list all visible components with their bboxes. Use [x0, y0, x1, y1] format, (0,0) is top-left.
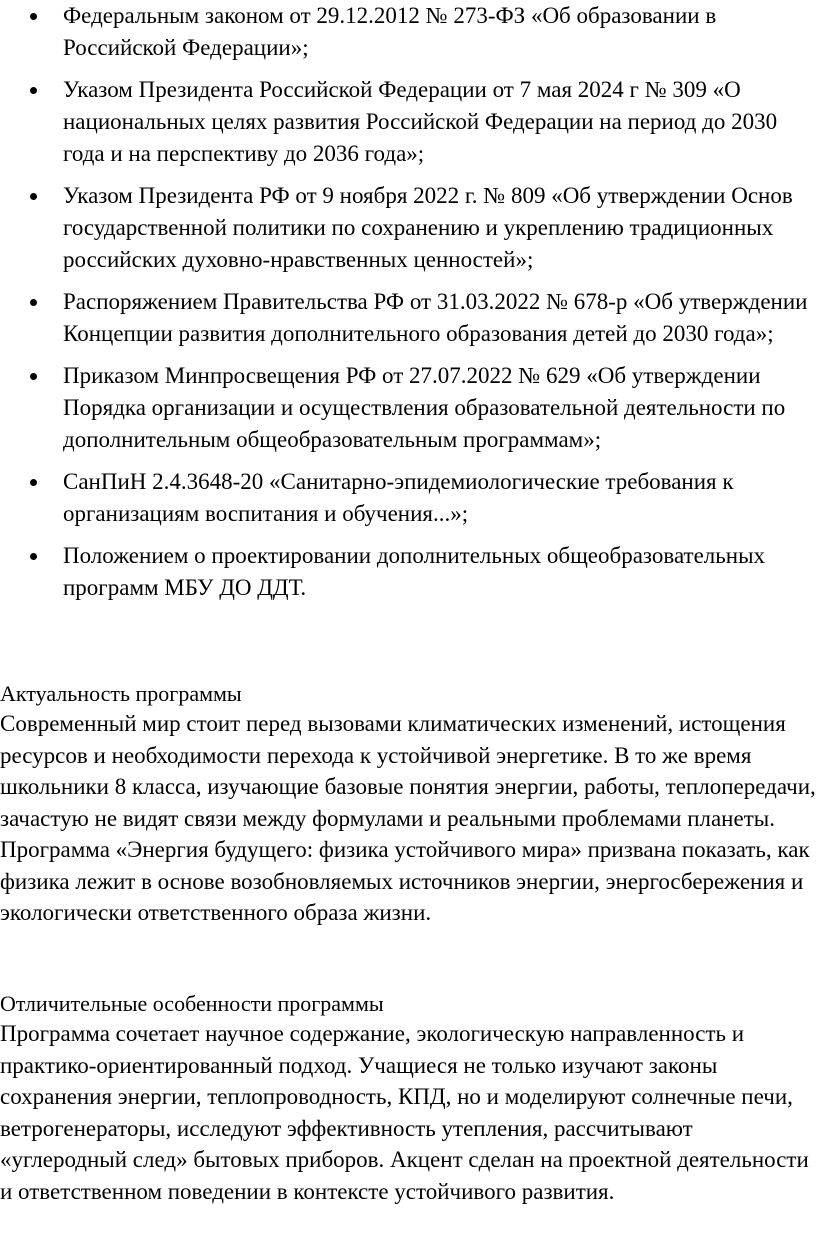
list-item	[0, 466, 816, 530]
bullet-icon	[30, 479, 37, 486]
list-item-text: СанПиН 2.4.3648-20 «Санитарно-эпидемиологические требования к организациям воспитания и обучения...»;	[63, 469, 734, 526]
bullet-icon	[30, 553, 37, 560]
list-item-text: Указом Президента РФ от 9 ноября 2022 г. № 809 «Об утверждении Основ государственной политики по сохранению и укреплению традиционных российских духовно-нравственных ценностей»;	[63, 183, 793, 272]
features-paragraph: Программа сочетает научное содержание, экологическую направленность и практико-ориентированный подход. Учащиеся не только изучают законы сохранения энергии, теплопроводность, КПД, но и моделируют солнечные печи, ветрогенераторы, исследуют эффективность утепления, рассчитывают «углеродный след» бытовых приборов. Акцент сделан на проектной деятельности и ответственном поведении в контексте устойчивого развития.	[0, 1021, 809, 1204]
bullet-icon	[30, 13, 37, 20]
list-item	[0, 360, 816, 456]
list-item-text: Указом Президента Российской Федерации от 7 мая 2024 г № 309 «О национальных целях развития Российской Федерации на период до 2030 года и на перспективу до 2036 года»;	[63, 77, 778, 166]
features-heading: Отличительные особенности программы	[0, 991, 384, 1016]
list-item-text: Распоряжением Правительства РФ от 31.03.2022 № 678-р «Об утверждении Концепции развития дополнительного образования детей до 2030 года»;	[63, 289, 808, 346]
list-item	[0, 180, 816, 276]
bullet-icon	[30, 373, 37, 380]
list-item-text: Приказом Минпросвещения РФ от 27.07.2022 № 629 «Об утверждении Порядка организации и осуществления образовательной деятельности по дополнительным общеобразовательным программам»;	[63, 363, 786, 452]
list-item	[0, 0, 816, 64]
relevance-paragraph: Современный мир стоит перед вызовами климатических изменений, истощения ресурсов и необходимости перехода к устойчивой энергетике. В то же время школьники 8 класса, изучающие базовые понятия энергии, работы, теплопередачи, зачастую не видят связи между формулами и реальными проблемами планеты. Программа «Энергия будущего: физика устойчивого мира» призвана показать, как физика лежит в основе возобновляемых источников энергии, энергосбережения и экологически ответственного образа жизни.	[0, 711, 816, 925]
relevance-section	[0, 680, 816, 929]
bullet-icon	[30, 87, 37, 94]
relevance-heading: Актуальность программы	[0, 681, 242, 706]
bullet-icon	[30, 193, 37, 200]
list-item-text: Положением о проектировании дополнительных общеобразовательных программ МБУ ДО ДДТ.	[63, 543, 766, 600]
bullet-icon	[30, 299, 37, 306]
list-item-text: Федеральным законом от 29.12.2012 № 273-ФЗ «Об образовании в Российской Федерации»;	[63, 3, 717, 60]
list-item	[0, 540, 816, 604]
list-item	[0, 286, 816, 350]
legal-basis-list	[0, 0, 816, 614]
features-section	[0, 990, 816, 1207]
list-item	[0, 74, 816, 170]
